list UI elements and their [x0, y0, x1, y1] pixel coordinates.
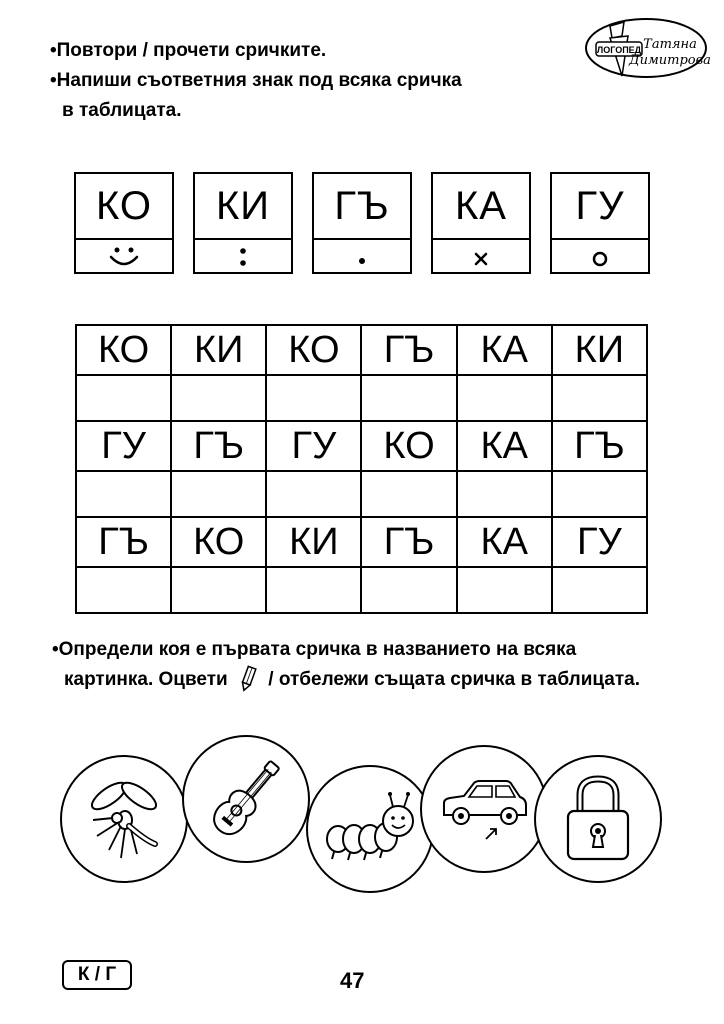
syllable-cell: КИ — [552, 325, 647, 375]
instructions-top — [50, 36, 462, 126]
logo-name-line2: Димитрова — [629, 53, 710, 68]
answer-cell[interactable] — [552, 471, 647, 517]
syllable-cell: КО — [361, 421, 456, 471]
instruction-text: / отбележи същата сричка в таблицата. — [268, 669, 641, 690]
syllable-cell: ГЪ — [171, 421, 266, 471]
colon-icon — [237, 245, 249, 269]
caterpillar-icon — [320, 789, 420, 869]
answer-cell[interactable] — [76, 471, 171, 517]
syllable-cell: ГУ — [552, 517, 647, 567]
pencil-icon — [237, 665, 259, 693]
syllable-cell: КИ — [266, 517, 361, 567]
answer-cell[interactable] — [552, 375, 647, 421]
legend-syllable: ГУ — [552, 174, 648, 240]
table-row — [76, 517, 647, 567]
page-number: 47 — [340, 968, 365, 993]
syllable-cell: ГЪ — [361, 325, 456, 375]
instruction-line: в таблицата. — [62, 100, 182, 121]
syllable-cell: КО — [266, 325, 361, 375]
answer-cell[interactable] — [552, 567, 647, 613]
table-row — [76, 421, 647, 471]
answer-cell[interactable] — [171, 471, 266, 517]
picture-circle[interactable] — [306, 765, 434, 893]
picture-circle[interactable] — [60, 755, 188, 883]
picture-circle[interactable] — [420, 745, 548, 873]
instruction-line — [52, 665, 640, 695]
legend-syllable: КО — [76, 174, 172, 240]
syllable-cell: ГЪ — [361, 517, 456, 567]
legend-box — [431, 172, 531, 274]
syllable-cell: ГУ — [266, 421, 361, 471]
instruction-line: •Напиши съответния знак под всяка сричка — [50, 70, 462, 91]
syllable-cell: ГУ — [76, 421, 171, 471]
answer-row — [76, 375, 647, 421]
logo-label: ЛОГОПЕД — [596, 45, 642, 55]
syllable-cell: ГЪ — [76, 517, 171, 567]
dot-icon — [356, 245, 368, 269]
answer-cell[interactable] — [266, 471, 361, 517]
circle-icon — [590, 245, 610, 269]
logo-name-line1: Татяна — [643, 37, 697, 52]
padlock-icon — [558, 771, 638, 867]
legend-syllable: КА — [433, 174, 529, 240]
syllable-cell: КА — [457, 517, 552, 567]
picture-circle[interactable] — [182, 735, 310, 863]
syllable-cell: ГЪ — [552, 421, 647, 471]
instruction-line: •Повтори / прочети сричките. — [50, 40, 327, 61]
syllable-cell: КИ — [171, 325, 266, 375]
answer-cell[interactable] — [457, 471, 552, 517]
answer-cell[interactable] — [457, 567, 552, 613]
legend-box — [193, 172, 293, 274]
answer-cell[interactable] — [361, 375, 456, 421]
cross-icon — [472, 245, 490, 269]
topic-tag: К / Г — [62, 960, 132, 990]
pictures-row — [56, 735, 666, 905]
answer-cell[interactable] — [361, 567, 456, 613]
syllable-cell: КА — [457, 325, 552, 375]
instructions-bottom — [52, 635, 640, 695]
answer-cell[interactable] — [76, 567, 171, 613]
legend — [74, 172, 652, 278]
car-icon — [436, 769, 532, 849]
instruction-line: •Определи коя е първата сричка в названието на всяка — [52, 639, 577, 660]
logo — [582, 14, 710, 84]
syllable-table — [75, 324, 648, 614]
answer-cell[interactable] — [266, 375, 361, 421]
legend-box — [550, 172, 650, 274]
legend-syllable: ГЪ — [314, 174, 410, 240]
legend-box — [312, 172, 412, 274]
answer-row — [76, 567, 647, 613]
table-row — [76, 325, 647, 375]
syllable-cell: КО — [171, 517, 266, 567]
answer-cell[interactable] — [361, 471, 456, 517]
legend-syllable: КИ — [195, 174, 291, 240]
answer-row — [76, 471, 647, 517]
smile-icon — [107, 245, 141, 269]
syllable-cell: КО — [76, 325, 171, 375]
picture-circle[interactable] — [534, 755, 662, 883]
answer-cell[interactable] — [76, 375, 171, 421]
mosquito-icon — [79, 774, 169, 864]
legend-box — [74, 172, 174, 274]
answer-cell[interactable] — [171, 375, 266, 421]
guitar-icon — [201, 754, 291, 844]
answer-cell[interactable] — [266, 567, 361, 613]
syllable-cell: КА — [457, 421, 552, 471]
answer-cell[interactable] — [171, 567, 266, 613]
answer-cell[interactable] — [457, 375, 552, 421]
instruction-text: картинка. Оцвети — [64, 669, 228, 690]
